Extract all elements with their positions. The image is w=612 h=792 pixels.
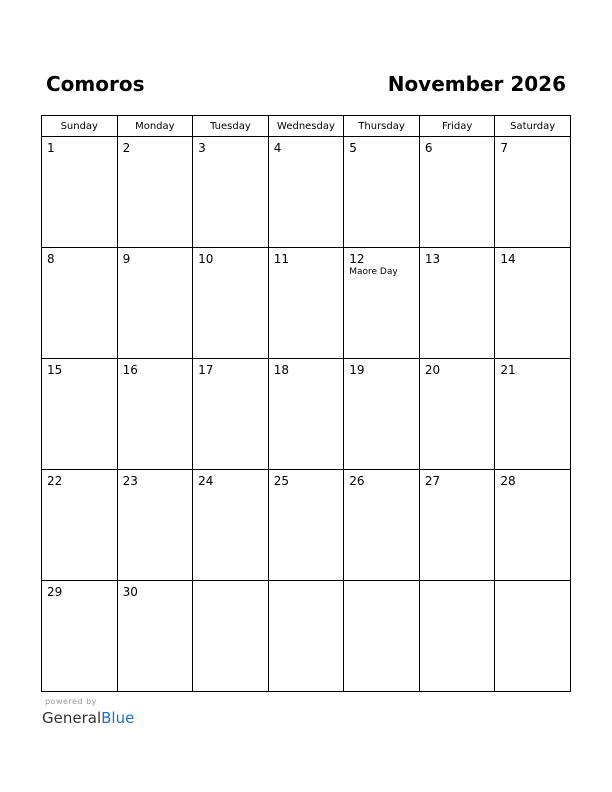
day-cell <box>344 359 420 470</box>
day-number: 2 <box>122 141 131 155</box>
day-cell <box>495 581 571 692</box>
day-cell <box>495 359 571 470</box>
day-cell <box>344 470 420 581</box>
day-number: 21 <box>500 363 516 377</box>
weekday-sunday: Sunday <box>42 116 118 137</box>
day-cell <box>419 359 495 470</box>
day-number: 25 <box>273 474 289 488</box>
day-number: 27 <box>424 474 441 488</box>
day-cell <box>42 359 118 470</box>
weekday-saturday: Saturday <box>495 116 571 137</box>
day-number: 12 <box>349 252 365 266</box>
generalblue-logo[interactable] <box>42 708 134 728</box>
day-cell <box>419 137 495 248</box>
weekday-tuesday: Tuesday <box>193 116 269 137</box>
day-cell <box>193 248 269 359</box>
weekday-header-row <box>42 116 571 137</box>
day-cell <box>117 359 193 470</box>
day-number: 6 <box>424 141 433 155</box>
weekday-monday: Monday <box>117 116 193 137</box>
day-cell <box>268 581 344 692</box>
holiday-label: Maore Day <box>349 267 398 277</box>
day-number: 30 <box>122 585 138 599</box>
day-cell <box>193 359 269 470</box>
calendar-grid <box>41 115 571 692</box>
week-row <box>42 359 571 470</box>
day-cell <box>268 137 344 248</box>
week-row <box>42 470 571 581</box>
day-cell <box>268 470 344 581</box>
day-cell <box>419 248 495 359</box>
day-cell <box>117 470 193 581</box>
day-cell <box>42 248 118 359</box>
day-number: 23 <box>122 474 138 488</box>
day-number: 1 <box>47 141 55 155</box>
week-row <box>42 581 571 692</box>
day-number: 9 <box>122 252 131 266</box>
weekday-friday: Friday <box>419 116 495 137</box>
brand-blue-text: Blue <box>101 709 135 727</box>
day-cell <box>344 248 420 359</box>
day-number <box>269 581 344 585</box>
day-number <box>193 581 268 585</box>
day-number: 18 <box>273 363 289 377</box>
day-number: 29 <box>47 585 63 599</box>
day-number: 4 <box>273 141 282 155</box>
day-number: 17 <box>198 363 214 377</box>
weekday-thursday: Thursday <box>344 116 420 137</box>
day-cell <box>268 248 344 359</box>
week-row <box>42 137 571 248</box>
day-cell <box>419 581 495 692</box>
day-number: 7 <box>500 141 509 155</box>
day-cell <box>495 137 571 248</box>
day-number: 28 <box>500 474 516 488</box>
day-number: 20 <box>424 363 441 377</box>
day-number: 24 <box>198 474 214 488</box>
day-number: 3 <box>198 141 206 155</box>
week-row <box>42 248 571 359</box>
day-cell <box>117 137 193 248</box>
day-cell <box>495 470 571 581</box>
day-number <box>495 581 570 585</box>
day-cell <box>42 581 118 692</box>
day-cell <box>117 581 193 692</box>
day-number: 14 <box>500 252 516 266</box>
day-cell <box>42 470 118 581</box>
day-cell <box>268 359 344 470</box>
day-number: 26 <box>349 474 365 488</box>
day-cell <box>193 470 269 581</box>
day-cell <box>495 248 571 359</box>
day-cell <box>42 137 118 248</box>
day-number: 15 <box>47 363 63 377</box>
day-number: 16 <box>122 363 138 377</box>
powered-by-text: powered by <box>45 697 97 706</box>
day-number: 22 <box>47 474 63 488</box>
day-number: 11 <box>273 252 289 266</box>
day-cell <box>193 137 269 248</box>
month-title: November 2026 <box>387 72 566 96</box>
day-cell <box>117 248 193 359</box>
day-cell <box>344 137 420 248</box>
day-cell <box>344 581 420 692</box>
day-number <box>420 581 495 585</box>
day-number: 10 <box>198 252 214 266</box>
day-number: 19 <box>349 363 365 377</box>
day-cell <box>193 581 269 692</box>
weekday-wednesday: Wednesday <box>268 116 344 137</box>
day-cell <box>419 470 495 581</box>
country-title: Comoros <box>46 72 145 96</box>
day-number: 8 <box>47 252 55 266</box>
brand-general-text: General <box>42 709 102 727</box>
day-number <box>344 581 419 585</box>
day-number: 13 <box>424 252 441 266</box>
day-number: 5 <box>349 141 357 155</box>
